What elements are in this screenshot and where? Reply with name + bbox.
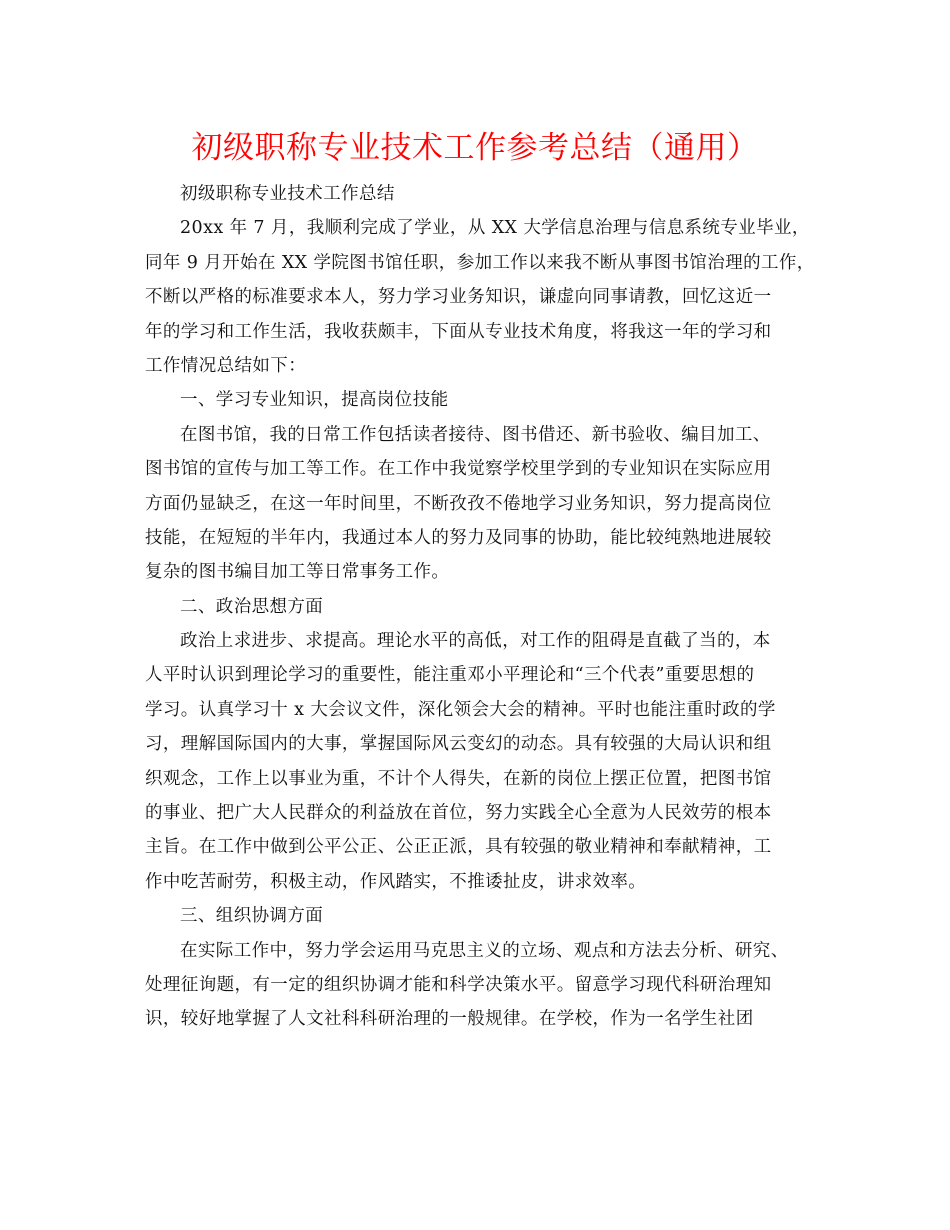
doc-line: 三、组织协调方面 — [180, 906, 324, 927]
doc-line: 主旨。在工作中做到公平公正、公正正派，具有较强的敬业精神和奉献精神，工 — [145, 837, 772, 858]
doc-line: 作中吃苦耐劳，积极主动，作风踏实，不推诿扯皮，讲求效率。 — [145, 871, 647, 892]
doc-line: 一、学习专业知识，提高岗位技能 — [180, 390, 449, 411]
doc-line: 初级职称专业技术工作总结 — [180, 184, 395, 204]
doc-line: 工作情况总结如下： — [145, 355, 307, 376]
doc-line: 处理征询题，有一定的组织协调才能和科学决策水平。留意学习现代科研治理知 — [145, 974, 772, 995]
document-body — [145, 177, 815, 1037]
doc-line: 学习。认真学习十 x 大会议文件，深化领会大会的精神。平时也能注重时政的学 — [145, 699, 776, 720]
doc-line: 同年 9 月开始在 XX 学院图书馆任职，参加工作以来我不断从事图书馆治理的工作， — [145, 252, 815, 273]
doc-line: 20xx 年 7 月，我顺利完成了学业，从 XX 大学信息治理与信息系统专业毕业， — [180, 218, 810, 239]
doc-line: 识，较好地掌握了人文社科科研治理的一般规律。在学校，作为一名学生社团 — [145, 1009, 754, 1030]
doc-line: 年的学习和工作生活，我收获颇丰，下面从专业技术角度，将我这一年的学习和 — [145, 321, 772, 342]
doc-line: 织观念，工作上以事业为重，不计个人得失，在新的岗位上摆正位置，把图书馆 — [145, 768, 772, 789]
doc-line: 政治上求进步、求提高。理论水平的高低，对工作的阻碍是直截了当的，本 — [180, 631, 771, 652]
doc-line: 在图书馆，我的日常工作包括读者接待、图书借还、新书验收、编目加工、 — [180, 424, 771, 445]
document-title: 初级职称专业技术工作参考总结（通用） — [191, 130, 759, 166]
doc-line: 方面仍显缺乏，在这一年时间里，不断孜孜不倦地学习业务知识，努力提高岗位 — [145, 493, 772, 514]
doc-line: 习，理解国际国内的大事，掌握国际风云变幻的动态。具有较强的大局认识和组 — [145, 734, 772, 755]
doc-line: 图书馆的宣传与加工等工作。在工作中我觉察学校里学到的专业知识在实际应用 — [145, 459, 772, 480]
doc-line: 人平时认识到理论学习的重要性，能注重邓小平理论和“三个代表”重要思想的 — [145, 665, 755, 686]
doc-line: 的事业、把广大人民群众的利益放在首位，努力实践全心全意为人民效劳的根本 — [145, 803, 772, 824]
doc-line: 复杂的图书编目加工等日常事务工作。 — [145, 562, 450, 583]
doc-line: 在实际工作中，努力学会运用马克思主义的立场、观点和方法去分析、研究、 — [180, 940, 789, 961]
doc-line: 不断以严格的标准要求本人，努力学习业务知识，谦虚向同事请教，回忆这近一 — [145, 287, 772, 308]
doc-line: 技能，在短短的半年内，我通过本人的努力及同事的协助，能比较纯熟地进展较 — [145, 527, 772, 548]
doc-line: 二、政治思想方面 — [180, 596, 324, 617]
